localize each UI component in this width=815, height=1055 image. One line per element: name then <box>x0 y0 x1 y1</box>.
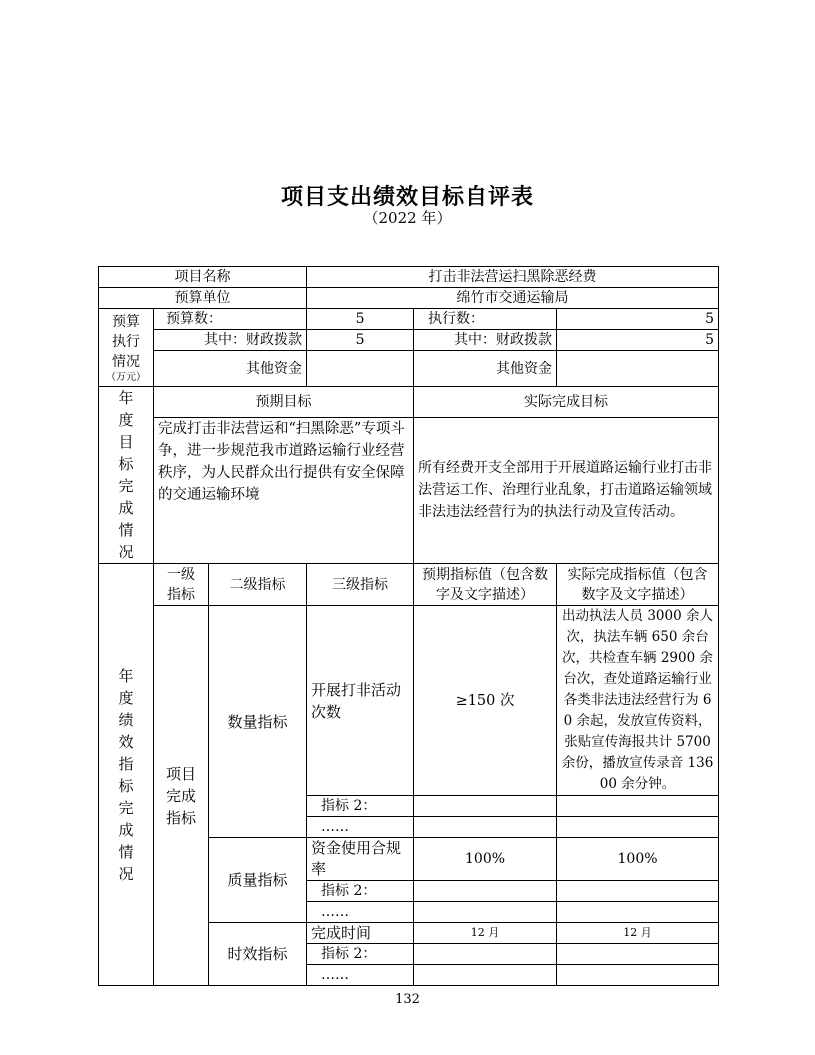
budget-side-a: 预算 <box>112 313 140 330</box>
indicator-side-label: 年度绩效指标完成情况 <box>99 564 154 986</box>
fiscal-row <box>99 330 719 351</box>
expected-goal-text: 完成打击非法营运和“扫黑除恶”专项斗争，进一步规范我市道路运输行业经营秩序，为人民群众出行提供有安全保障的交通运输环境 <box>154 417 414 563</box>
budget-unit-row <box>99 288 719 309</box>
expected-goal-header: 预期目标 <box>154 387 414 418</box>
other-funds-exec <box>557 351 719 387</box>
annual-goal-side-label: 年度目标完成情况 <box>99 387 154 564</box>
level1-value: 项目完成指标 <box>154 606 209 986</box>
page-subtitle: （2022 年） <box>363 209 452 227</box>
fiscal-label: 其中：财政拨款 <box>154 330 307 351</box>
project-name-value: 打击非法营运扫黑除恶经费 <box>307 267 719 288</box>
quality-row2-name: 指标 2： <box>307 881 414 902</box>
budget-side-unit: （万元） <box>106 371 146 383</box>
indicator-header-row <box>99 564 719 606</box>
quantity-row1-actual: 出动执法人员 3000 余人次，执法车辆 650 余台次，共检查车辆 2900 余台次，查处道路运输行业各类非法违法经营行为 60 余起，发放宣传资料，张贴宣传海报共计 5700 余份，播放宣传录音 13600 余分钟。 <box>557 606 719 796</box>
quantity-row3-name: …… <box>307 817 414 838</box>
quantity-row2-actual <box>557 796 719 817</box>
timeliness-row1-expected: 12 月 <box>414 923 557 944</box>
quantity-row2-expected <box>414 796 557 817</box>
budget-row <box>99 309 719 330</box>
budget-amount-label: 预算数： <box>154 309 307 330</box>
quantity-row-1 <box>99 606 719 796</box>
quantity-row3-expected <box>414 817 557 838</box>
timeliness-row2-actual <box>557 944 719 965</box>
budget-unit-value: 绵竹市交通运输局 <box>307 288 719 309</box>
page-title: 项目支出绩效目标自评表 <box>280 184 534 210</box>
actual-value-header: 实际完成指标值（包含数字及文字描述） <box>557 564 719 606</box>
quality-row2-expected <box>414 881 557 902</box>
actual-goal-header: 实际完成目标 <box>414 387 719 418</box>
fiscal-exec-value: 5 <box>557 330 719 351</box>
budget-unit-label: 预算单位 <box>99 288 307 309</box>
timeliness-label: 时效指标 <box>209 923 307 986</box>
timeliness-row3-actual <box>557 965 719 986</box>
exec-amount-value: 5 <box>557 309 719 330</box>
fiscal-label-exec: 其中：财政拨款 <box>414 330 557 351</box>
quantity-row3-actual <box>557 817 719 838</box>
annual-goal-header-row <box>99 387 719 418</box>
other-funds-label: 其他资金 <box>154 351 307 387</box>
level1-header: 一级指标 <box>154 564 209 606</box>
level3-header: 三级指标 <box>307 564 414 606</box>
project-name-label: 项目名称 <box>99 267 307 288</box>
quantity-row1-expected: ≥150 次 <box>414 606 557 796</box>
quantity-row2-name: 指标 2： <box>307 796 414 817</box>
timeliness-row1-actual: 12 月 <box>557 923 719 944</box>
timeliness-row2-expected <box>414 944 557 965</box>
quality-label: 质量指标 <box>209 838 307 923</box>
page-number: 132 <box>395 992 420 1007</box>
quality-row1-name: 资金使用合规率 <box>307 838 414 881</box>
quality-row2-actual <box>557 881 719 902</box>
quality-row3-name: …… <box>307 902 414 923</box>
quality-row1-actual: 100% <box>557 838 719 881</box>
project-name-row <box>99 267 719 288</box>
budget-side-b: 执行 <box>112 333 140 350</box>
budget-amount-value: 5 <box>307 309 414 330</box>
expected-value-header: 预期指标值（包含数字及文字描述） <box>414 564 557 606</box>
level2-header: 二级指标 <box>209 564 307 606</box>
timeliness-row2-name: 指标 2： <box>307 944 414 965</box>
annual-goal-text-row <box>99 417 719 563</box>
other-funds-budget <box>307 351 414 387</box>
fiscal-budget-value: 5 <box>307 330 414 351</box>
quantity-label: 数量指标 <box>209 606 307 838</box>
quality-row1-expected: 100% <box>414 838 557 881</box>
budget-side-label <box>99 309 154 387</box>
other-funds-label-exec: 其他资金 <box>414 351 557 387</box>
evaluation-table <box>98 266 719 986</box>
quality-row3-expected <box>414 902 557 923</box>
other-funds-row <box>99 351 719 387</box>
quality-row3-actual <box>557 902 719 923</box>
timeliness-row3-expected <box>414 965 557 986</box>
actual-goal-text: 所有经费开支全部用于开展道路运输行业打击非法营运工作、治理行业乱象，打击道路运输领域非法违法经营行为的执法行动及宣传活动。 <box>414 417 719 563</box>
timeliness-row1-name: 完成时间 <box>307 923 414 944</box>
timeliness-row3-name: …… <box>307 965 414 986</box>
budget-side-c: 情况 <box>112 353 140 370</box>
exec-amount-label: 执行数： <box>414 309 557 330</box>
quantity-row1-name: 开展打非活动次数 <box>307 606 414 796</box>
